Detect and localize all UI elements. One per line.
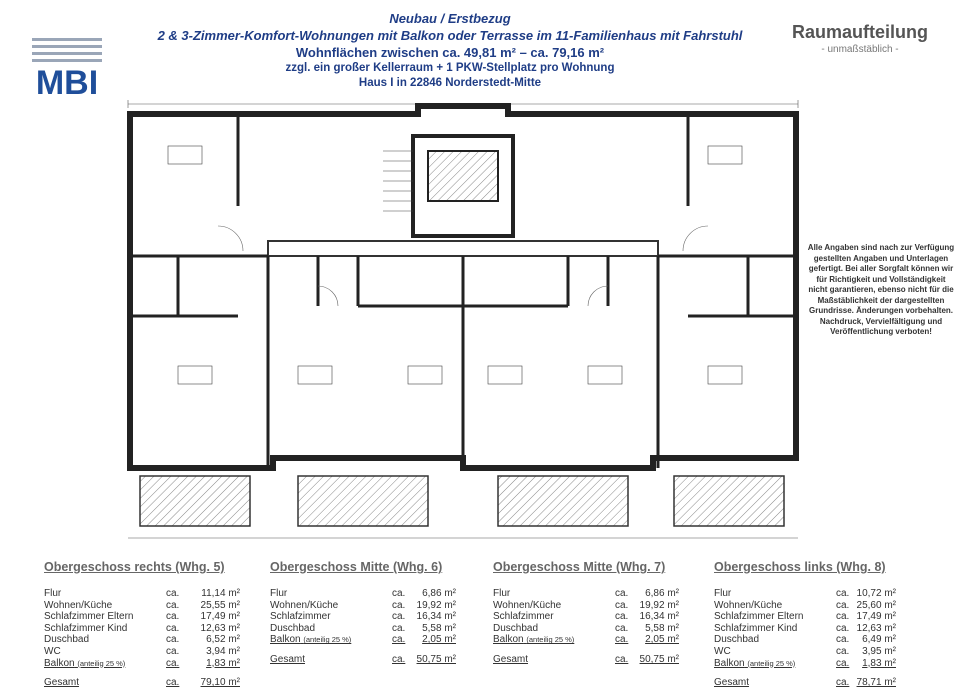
balkon-label: Balkon (anteilig 25 %) bbox=[270, 634, 352, 646]
room-name: Flur bbox=[714, 588, 732, 599]
balkon-area: 1,83 m² bbox=[862, 657, 896, 669]
ca-label: ca. bbox=[836, 657, 850, 669]
header-block bbox=[130, 10, 770, 91]
room-area: 6,49 m² bbox=[862, 634, 896, 646]
ca-label: ca. bbox=[166, 645, 180, 657]
total-area: 78,71 m² bbox=[856, 677, 896, 689]
room-name: Wohnen/Küche bbox=[270, 599, 339, 611]
room-name: Flur bbox=[493, 588, 511, 599]
header-line-2: 2 & 3-Zimmer-Komfort-Wohnungen mit Balkon oder Terrasse im 11-Familienhaus mit Fahrstuhl bbox=[157, 28, 743, 43]
ca-label: ca. bbox=[166, 599, 180, 611]
room-name: Duschbad bbox=[493, 622, 539, 634]
ca-label: ca. bbox=[615, 622, 629, 634]
room-name: Wohnen/Küche bbox=[714, 599, 783, 611]
raumaufteilung-block bbox=[780, 22, 940, 55]
ca-label: ca. bbox=[615, 599, 629, 611]
ca-label: ca. bbox=[836, 599, 850, 611]
header-line-4: zzgl. ein großer Kellerraum + 1 PKW-Stellplatz pro Wohnung bbox=[285, 62, 615, 74]
balkon-area: 1,83 m² bbox=[206, 657, 240, 669]
ca-label: ca. bbox=[615, 653, 629, 665]
ca-label: ca. bbox=[836, 645, 850, 657]
balkon-label: Balkon (anteilig 25 %) bbox=[493, 634, 575, 646]
room-name: Schlafzimmer Eltern bbox=[714, 611, 804, 623]
room-name: WC bbox=[44, 645, 61, 657]
room-area: 16,34 m² bbox=[639, 611, 679, 623]
room-name: Schlafzimmer Kind bbox=[44, 622, 128, 634]
balkon-area: 2,05 m² bbox=[645, 634, 679, 646]
ca-label: ca. bbox=[166, 657, 180, 669]
room-area: 25,60 m² bbox=[856, 599, 896, 611]
room-area: 16,34 m² bbox=[416, 611, 456, 623]
balkon-area: 2,05 m² bbox=[422, 634, 456, 646]
total-area: 50,75 m² bbox=[639, 653, 679, 665]
ca-label: ca. bbox=[392, 634, 406, 646]
room-name: Duschbad bbox=[714, 634, 760, 646]
ca-label: ca. bbox=[392, 599, 406, 611]
disclaimer-text: Alle Angaben sind nach zur Verfügung gestellten Angaben und Unterlagen gefertigt. Bei aller Sorgfalt können wir für Richtigkeit und Vollständigkeit nicht garantieren, ebenso nicht für die Maßstäblichkeit der dargestellten Grundrisse. Änderungen vorbehalten. Nachdruck, Vervielfältigung und Veröffentlichung verboten! bbox=[807, 243, 955, 336]
room-area: 11,14 m² bbox=[201, 588, 240, 599]
room-area: 10,72 m² bbox=[856, 588, 896, 599]
area-tables bbox=[0, 560, 960, 696]
logo-text: MBI bbox=[35, 64, 99, 100]
ca-label: ca. bbox=[615, 634, 629, 646]
room-name: Wohnen/Küche bbox=[44, 599, 113, 611]
room-area: 6,86 m² bbox=[645, 588, 679, 599]
ca-label: ca. bbox=[836, 588, 850, 599]
room-name: Schlafzimmer Kind bbox=[714, 622, 798, 634]
header-line-1: Neubau / Erstbezug bbox=[389, 11, 511, 26]
room-name: Schlafzimmer bbox=[270, 611, 331, 623]
balkon-label: Balkon (anteilig 25 %) bbox=[44, 657, 126, 669]
ca-label: ca. bbox=[392, 588, 406, 599]
unit-table-6 bbox=[270, 560, 456, 666]
ca-label: ca. bbox=[836, 634, 850, 646]
unit-table-5 bbox=[44, 560, 240, 689]
total-label: Gesamt bbox=[44, 677, 80, 689]
room-area: 25,55 m² bbox=[200, 599, 240, 611]
ca-label: ca. bbox=[392, 653, 406, 665]
room-area: 6,52 m² bbox=[206, 634, 240, 646]
ca-label: ca. bbox=[166, 634, 180, 646]
room-name: Wohnen/Küche bbox=[493, 599, 562, 611]
ca-label: ca. bbox=[836, 611, 850, 623]
ca-label: ca. bbox=[166, 611, 180, 623]
ca-label: ca. bbox=[615, 588, 629, 599]
raumaufteilung-subtitle: - unmaßstäblich - bbox=[821, 44, 899, 55]
header-line-3: Wohnflächen zwischen ca. 49,81 m² – ca. 79,16 m² bbox=[295, 45, 605, 60]
room-area: 3,94 m² bbox=[206, 645, 240, 657]
room-name: Flur bbox=[270, 588, 288, 599]
total-label: Gesamt bbox=[714, 677, 750, 689]
ca-label: ca. bbox=[392, 611, 406, 623]
room-name: Flur bbox=[44, 588, 62, 599]
room-area: 5,58 m² bbox=[645, 622, 679, 634]
balkon-label: Balkon (anteilig 25 %) bbox=[714, 657, 796, 669]
room-name: Schlafzimmer Eltern bbox=[44, 611, 134, 623]
room-area: 17,49 m² bbox=[200, 611, 240, 623]
room-area: 5,58 m² bbox=[422, 622, 456, 634]
room-area: 12,63 m² bbox=[200, 622, 240, 634]
floor-plan-drawing bbox=[118, 96, 808, 546]
room-name: Schlafzimmer bbox=[493, 611, 554, 623]
unit-table-7 bbox=[493, 560, 679, 666]
ca-label: ca. bbox=[166, 588, 180, 599]
unit-table-8 bbox=[714, 560, 896, 689]
raumaufteilung-title: Raumaufteilung bbox=[791, 22, 928, 42]
mbi-logo bbox=[32, 38, 104, 100]
room-area: 19,92 m² bbox=[639, 599, 679, 611]
room-area: 6,86 m² bbox=[422, 588, 456, 599]
unit-title: Obergeschoss rechts (Whg. 5) bbox=[44, 560, 225, 574]
room-area: 12,63 m² bbox=[856, 622, 896, 634]
header-line-5: Haus I in 22846 Norderstedt-Mitte bbox=[358, 77, 542, 89]
room-name: Duschbad bbox=[270, 622, 316, 634]
room-name: WC bbox=[714, 645, 731, 657]
ca-label: ca. bbox=[392, 622, 406, 634]
ca-label: ca. bbox=[166, 622, 180, 634]
ca-label: ca. bbox=[166, 677, 180, 689]
ca-label: ca. bbox=[836, 677, 850, 689]
room-area: 3,95 m² bbox=[862, 645, 896, 657]
unit-title: Obergeschoss Mitte (Whg. 7) bbox=[493, 560, 666, 574]
room-area: 19,92 m² bbox=[416, 599, 456, 611]
unit-title: Obergeschoss links (Whg. 8) bbox=[714, 560, 886, 574]
ca-label: ca. bbox=[836, 622, 850, 634]
ca-label: ca. bbox=[615, 611, 629, 623]
unit-title: Obergeschoss Mitte (Whg. 6) bbox=[270, 560, 443, 574]
total-area: 79,10 m² bbox=[200, 677, 240, 689]
total-label: Gesamt bbox=[493, 653, 529, 665]
total-label: Gesamt bbox=[270, 653, 306, 665]
room-area: 17,49 m² bbox=[856, 611, 896, 623]
room-name: Duschbad bbox=[44, 634, 90, 646]
total-area: 50,75 m² bbox=[416, 653, 456, 665]
